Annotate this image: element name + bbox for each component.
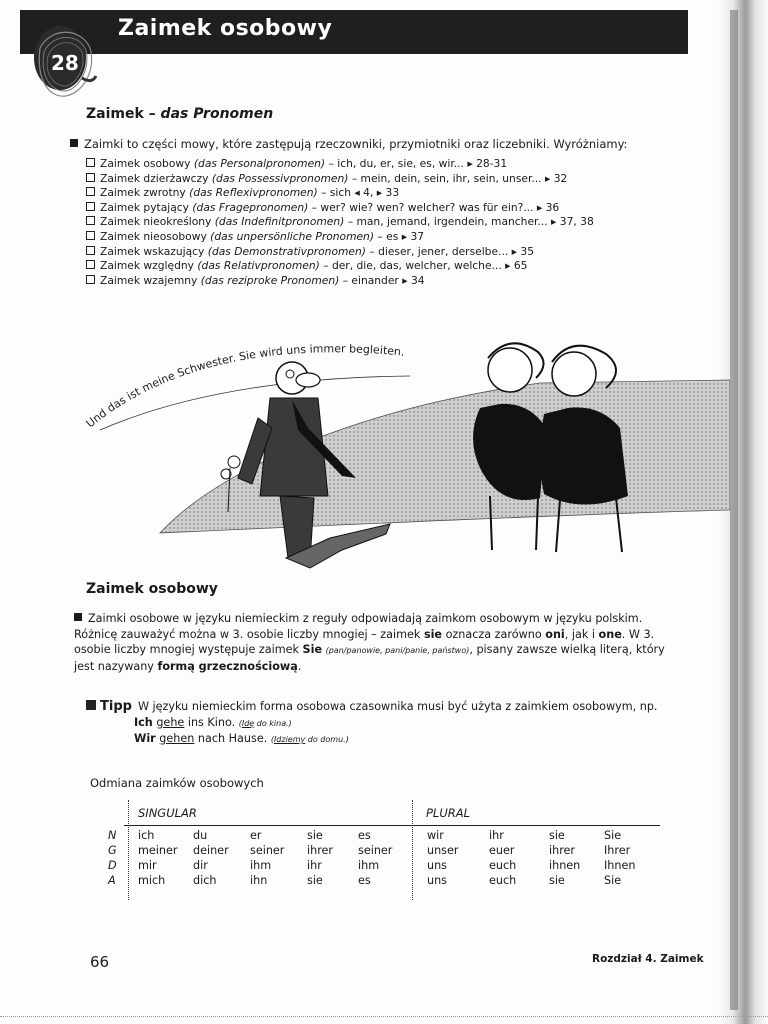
checkbox-icon: [86, 173, 95, 182]
table-cell: ihr: [489, 829, 504, 842]
checkbox-icon: [86, 260, 95, 269]
pronoun-types-list: [86, 157, 594, 288]
table-cell: ihnen: [549, 859, 581, 872]
list-item: Zaimek względny (das Relativpronomen) – der, die, das, welcher, welche... ▸ 65: [86, 259, 594, 274]
table-cell: ihm: [250, 859, 272, 872]
table-cell: sie: [307, 829, 323, 842]
list-item: Zaimek wskazujący (das Demonstrativpronomen) – dieser, jener, derselbe... ▸ 35: [86, 245, 594, 260]
table-cell: Sie: [604, 874, 622, 887]
table-cell: uns: [427, 859, 448, 872]
table-cell: dich: [193, 874, 217, 887]
speech-text: Und das ist meine Schwester. Sie wird uns immer begleiten.: [83, 342, 406, 431]
page-number: 66: [90, 953, 110, 971]
checkbox-icon: [86, 275, 95, 284]
table-cell: Ihrer: [604, 844, 631, 857]
table-cell: ihrer: [549, 844, 576, 857]
table-cell: er: [250, 829, 262, 842]
table-cell: euer: [489, 844, 515, 857]
list-item: Zaimek nieosobowy (das unpersönliche Pronomen) – es ▸ 37: [86, 230, 594, 245]
case-label: A: [108, 874, 116, 887]
checkbox-icon: [86, 202, 95, 211]
table-cell: ihrer: [307, 844, 334, 857]
table-cell: seiner: [358, 844, 393, 857]
case-label: G: [108, 844, 117, 857]
table-cell: du: [193, 829, 208, 842]
table-cell: sie: [307, 874, 323, 887]
checkbox-icon: [86, 231, 95, 240]
list-item: Zaimek dzierżawczy (das Possessivpronomen) – mein, dein, sein, ihr, sein, unser... ▸ 32: [86, 172, 594, 187]
case-label: D: [108, 859, 117, 872]
list-item: Zaimek wzajemny (das reziproke Pronomen) – einander ▸ 34: [86, 274, 594, 289]
table-cell: dir: [193, 859, 208, 872]
section-heading-pronomen: Zaimek – das Pronomen: [86, 106, 274, 122]
intro-text: Zaimki to części mowy, które zastępują rzeczowniki, przymiotniki oraz liczebniki. Wyróżniamy:: [70, 137, 670, 151]
table-cell: sie: [549, 829, 565, 842]
table-cell: unser: [427, 844, 459, 857]
table-cell: sie: [549, 874, 565, 887]
checkbox-icon: [86, 246, 95, 255]
table-cell: uns: [427, 874, 448, 887]
table-cell: mich: [138, 874, 166, 887]
page-bottom-edge: [0, 1016, 768, 1018]
woman-figure-right: [540, 346, 628, 552]
case-label: N: [108, 829, 117, 842]
chapter-number: 28: [51, 51, 79, 75]
table-cell: meiner: [138, 844, 178, 857]
table-caption: Odmiana zaimków osobowych: [90, 776, 264, 790]
table-cell: deiner: [193, 844, 229, 857]
table-cell: Sie: [604, 829, 622, 842]
table-cell: mir: [138, 859, 157, 872]
table-cell: ich: [138, 829, 155, 842]
list-item: Zaimek nieokreślony (das Indefinitpronomen) – man, jemand, irgendein, mancher... ▸ 37, 38: [86, 215, 594, 230]
checkbox-icon: [86, 216, 95, 225]
list-item: Zaimek osobowy (das Personalpronomen) – ich, du, er, sie, es, wir... ▸ 28-31: [86, 157, 594, 172]
cartoon-illustration: [60, 318, 730, 580]
bullet-square-icon: [70, 139, 78, 147]
tipp-icon: [86, 700, 96, 710]
table-cell: ihm: [358, 859, 380, 872]
chapter-number-badge: [30, 18, 102, 100]
explanation-paragraph: Zaimki osobowe w języku niemieckim z reguły odpowiadają zaimkom osobowym w języku polskim. Różnicę zauważyć można w 3. osobie liczby mnogiej – zaimek sie oznacza zarówno oni, jak i one. W 3. osobie liczby mnogiej występuje zaimek Sie (pan/panowie, pani/panie, państwo), pisany zawsze wielką literą, który jest nazywany formą grzecznościową.: [74, 612, 665, 673]
list-item: Zaimek pytający (das Fragepronomen) – wer? wie? wen? welcher? was für ein?... ▸ 36: [86, 201, 594, 216]
bullet-square-icon: [74, 613, 82, 621]
pronoun-declension-table: [86, 800, 666, 900]
table-cell: es: [358, 874, 371, 887]
table-cell: euch: [489, 859, 517, 872]
table-cell: Ihnen: [604, 859, 636, 872]
list-item: Zaimek zwrotny (das Reflexivpronomen) – sich ◂ 4, ▸ 33: [86, 186, 594, 201]
section-heading-personal: Zaimek osobowy: [86, 581, 218, 597]
tipp-box: Tipp W języku niemieckim forma osobowa czasownika musi być użyta z zaimkiem osobowym, np.: [86, 699, 657, 714]
tipp-example: Wir gehen nach Hause. (Idziemy do domu.): [134, 732, 349, 745]
column-header-singular: SINGULAR: [138, 806, 197, 820]
checkbox-icon: [86, 187, 95, 196]
table-cell: wir: [427, 829, 444, 842]
page-title: Zaimek osobowy: [118, 16, 333, 41]
table-cell: seiner: [250, 844, 285, 857]
checkbox-icon: [86, 158, 95, 167]
tipp-example: Ich gehe ins Kino. (Idę do kina.): [134, 716, 292, 729]
table-cell: ihr: [307, 859, 322, 872]
chapter-footer: Rozdział 4. Zaimek: [592, 953, 704, 965]
table-cell: es: [358, 829, 371, 842]
column-header-plural: PLURAL: [426, 806, 471, 820]
table-cell: ihn: [250, 874, 268, 887]
table-cell: euch: [489, 874, 517, 887]
